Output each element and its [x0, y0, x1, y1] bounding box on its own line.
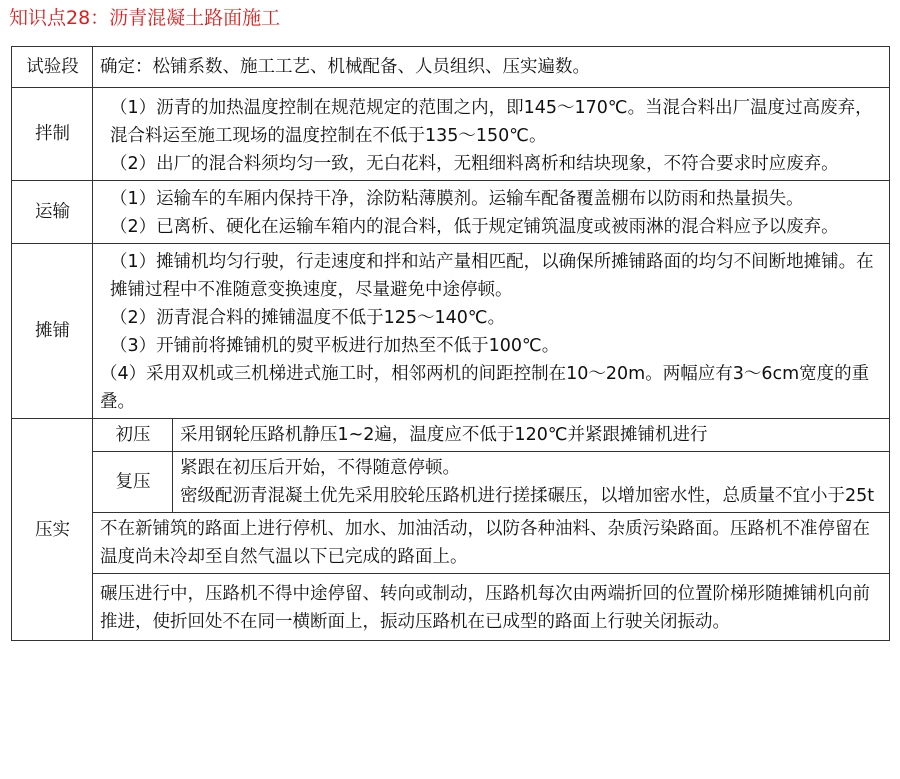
paving-line-4: （4）采用双机或三机梯进式施工时，相邻两机的间距控制在10～20m。两幅应有3～6cm宽度的重叠。: [100, 364, 870, 412]
paving-line-3: （3）开铺前将摊铺机的熨平板进行加热至不低于100℃。: [110, 336, 560, 356]
stage-label-mixing: 拌制: [12, 88, 93, 181]
initial-compaction-content: 采用钢轮压路机静压1~2遍，温度应不低于120℃并紧跟摊铺机进行: [173, 419, 890, 452]
transport-line-1: （1）运输车的车厢内保持干净，涂防粘薄膜剂。运输车配备覆盖棚布以防雨和热量损失。: [110, 189, 804, 209]
table-row-compaction-note-1: [12, 513, 890, 574]
compaction-note-1: 不在新铺筑的路面上进行停机、加水、加油活动，以防各种油料、杂质污染路面。压路机不准停留在温度尚未冷却至自然气温以下已完成的路面上。: [93, 513, 890, 574]
paving-line-2: （2）沥青混合料的摊铺温度不低于125～140℃。: [110, 308, 506, 328]
secondary-compaction-content: [173, 452, 890, 513]
secondary-line-1: 紧跟在初压后开始，不得随意停顿。: [180, 458, 460, 478]
table-row-mixing: [12, 88, 890, 181]
table-row-test-section: [12, 47, 890, 88]
mixing-line-2: （2）出厂的混合料须均匀一致，无白花料，无粗细料离析和结块现象，不符合要求时应废弃。: [110, 154, 839, 174]
stage-label-paving: 摊铺: [12, 244, 93, 419]
stage-label-test-section: 试验段: [12, 47, 93, 88]
secondary-line-2: 密级配沥青混凝土优先采用胶轮压路机进行搓揉碾压，以增加密水性，总质量不宜小于25t: [180, 486, 875, 506]
test-section-content: 确定：松铺系数、施工工艺、机械配备、人员组织、压实遍数。: [93, 47, 890, 88]
table-row-compaction-initial: [12, 419, 890, 452]
mixing-content: [93, 88, 890, 181]
table-row-compaction-note-2: [12, 574, 890, 641]
transport-content: [93, 181, 890, 244]
sub-stage-label-secondary: 复压: [93, 452, 173, 513]
table-row-compaction-secondary: [12, 452, 890, 513]
table-row-paving: [12, 244, 890, 419]
paving-content: [93, 244, 890, 419]
stage-label-transport: 运输: [12, 181, 93, 244]
paving-line-1: （1）摊铺机均匀行驶，行走速度和拌和站产量相匹配，以确保所摊铺路面的均匀不间断地摊铺。在摊铺过程中不准随意变换速度，尽量避免中途停顿。: [110, 252, 874, 300]
sub-stage-label-initial: 初压: [93, 419, 173, 452]
mixing-line-1: （1）沥青的加热温度控制在规范规定的范围之内，即145～170℃。当混合料出厂温度过高废弃，混合料运至施工现场的温度控制在不低于135～150℃。: [110, 98, 873, 146]
page-title: 知识点28：沥青混凝土路面施工: [9, 7, 281, 29]
table-row-transport: [12, 181, 890, 244]
construction-table: [11, 46, 890, 641]
transport-line-2: （2）已离析、硬化在运输车箱内的混合料，低于规定铺筑温度或被雨淋的混合料应予以废弃。: [110, 217, 839, 237]
stage-label-compaction: 压实: [12, 419, 93, 641]
compaction-note-2: 碾压进行中，压路机不得中途停留、转向或制动，压路机每次由两端折回的位置阶梯形随摊铺机向前推进，使折回处不在同一横断面上，振动压路机在已成型的路面上行驶关闭振动。: [93, 574, 890, 641]
